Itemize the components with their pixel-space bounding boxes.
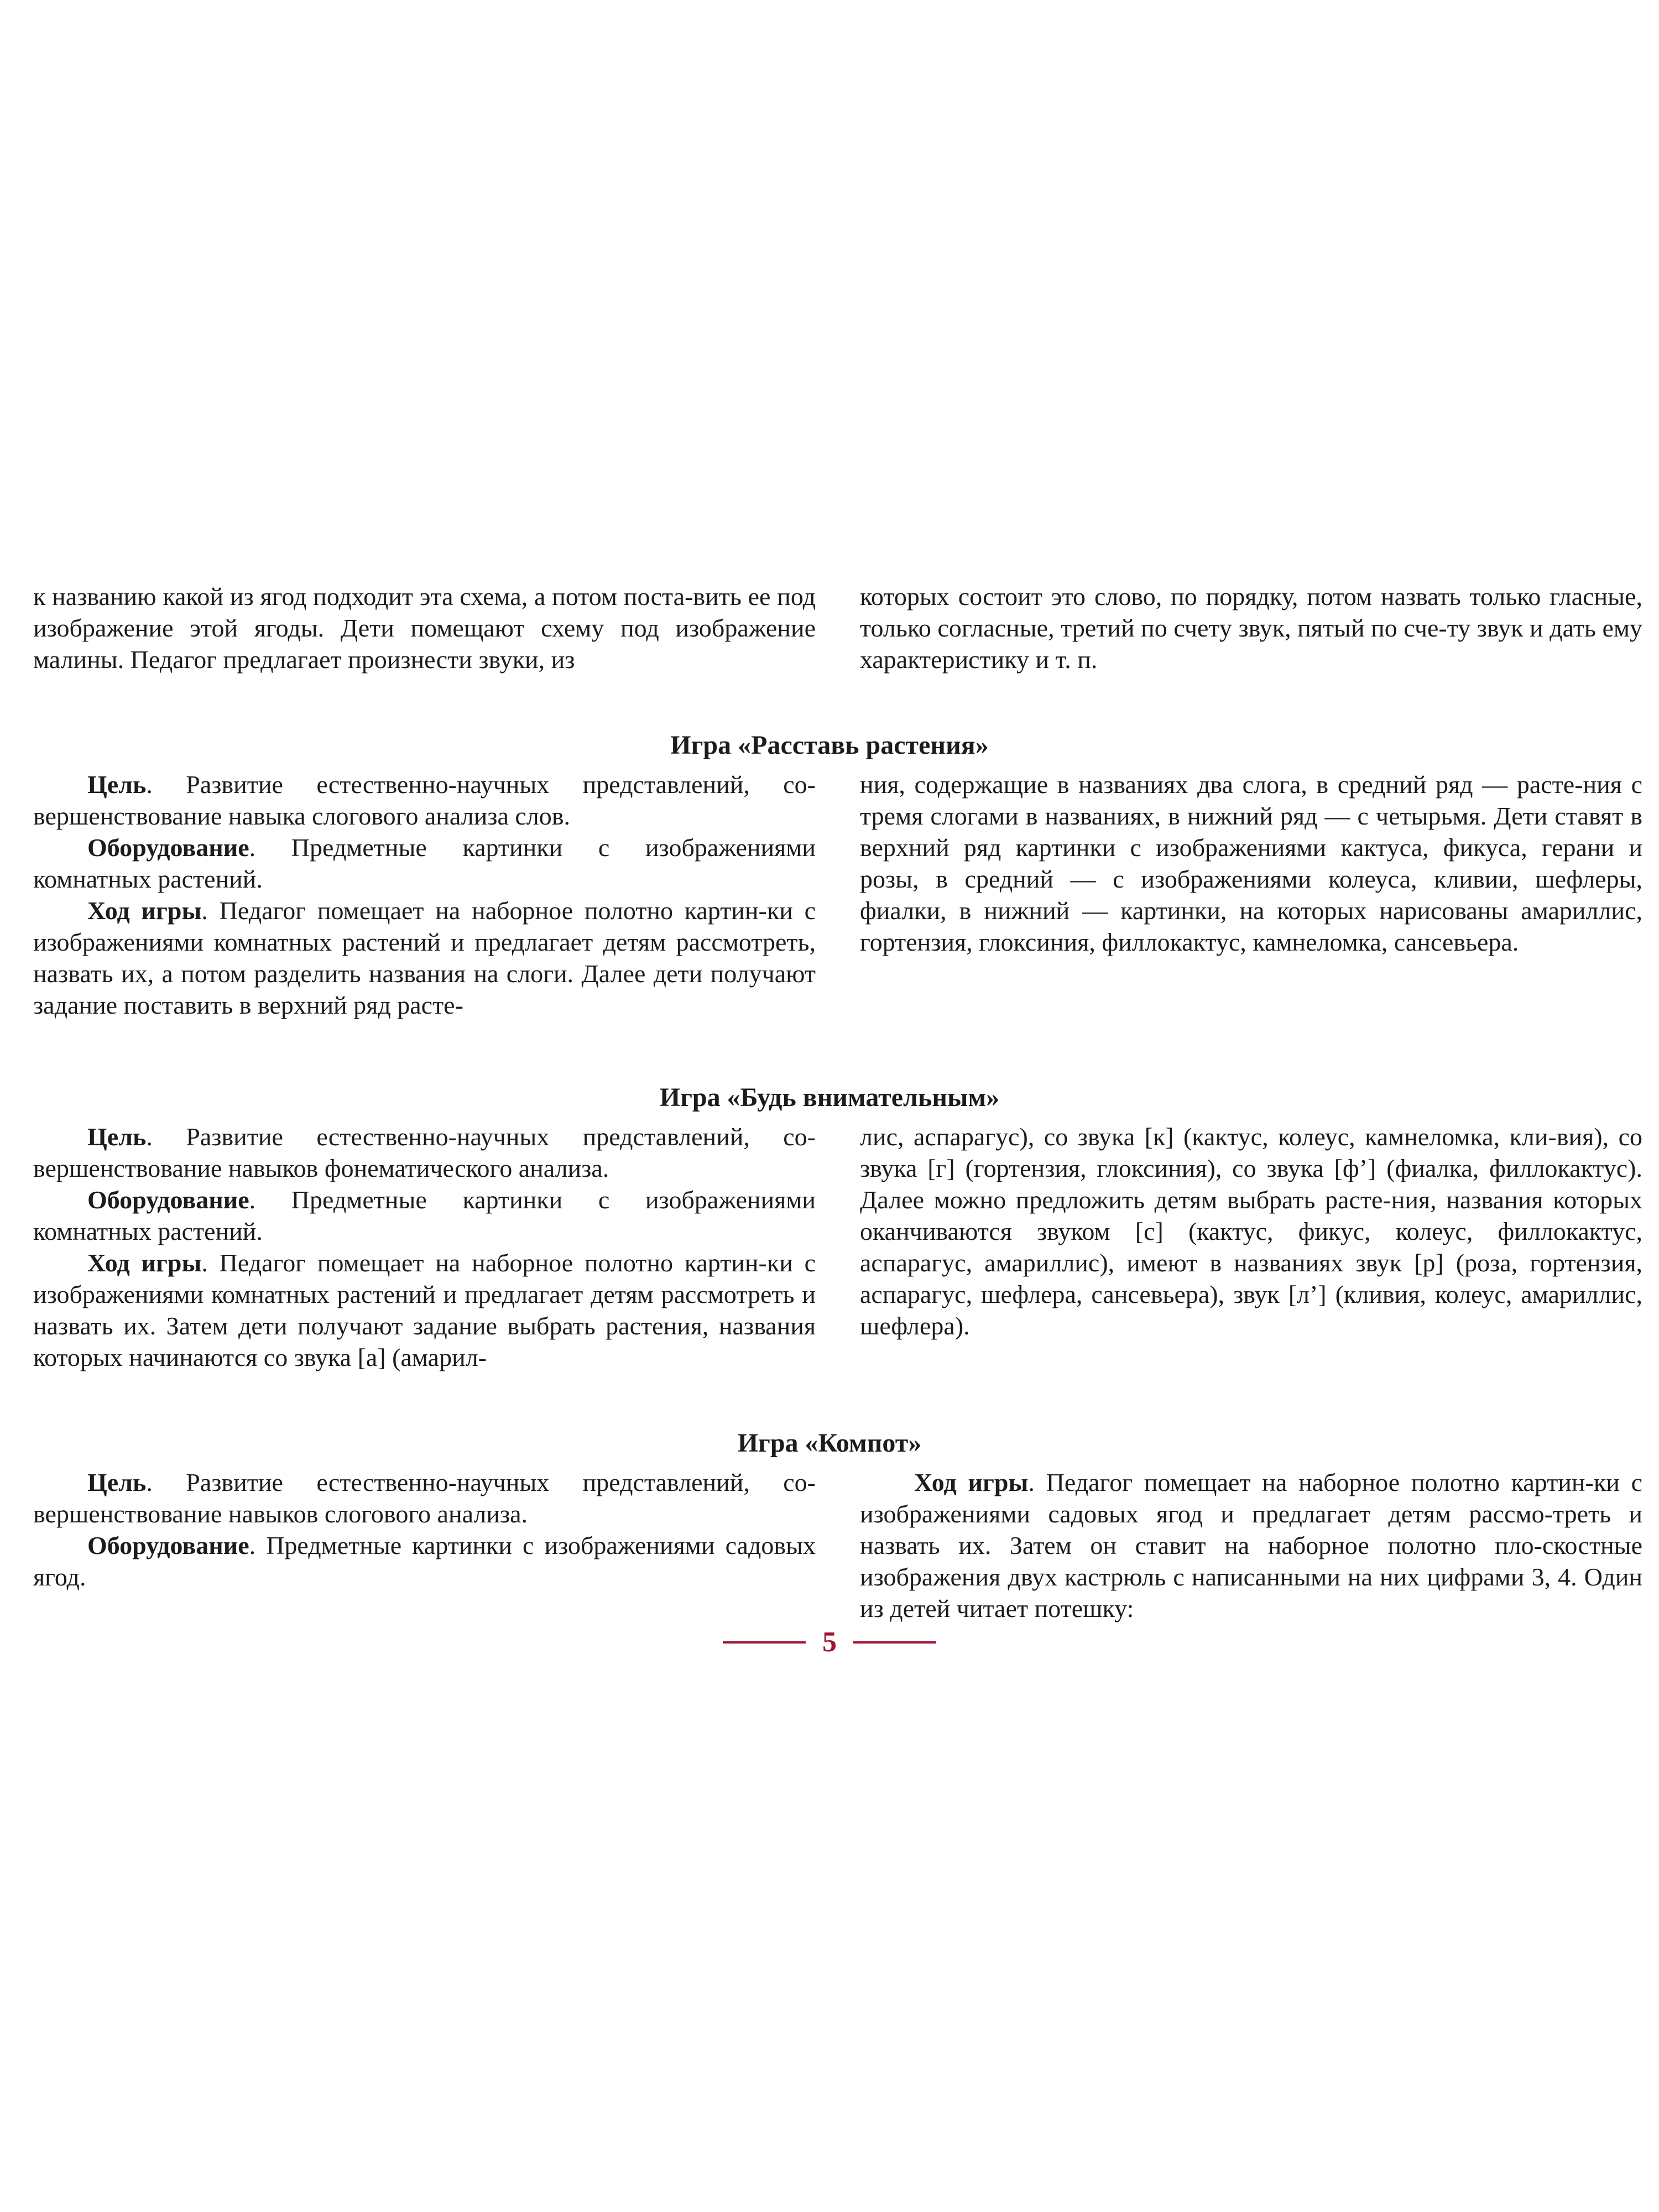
- course-paragraph: [860, 1467, 1642, 1624]
- goal-paragraph: [33, 1467, 816, 1530]
- page-number-footer: [0, 1626, 1659, 1665]
- equipment-paragraph: [33, 1530, 816, 1593]
- page-number-right-rule: [853, 1641, 936, 1644]
- section-title-be-attentive: Игра «Будь внимательным»: [659, 1083, 1000, 1112]
- intro-left-column: [33, 581, 816, 675]
- course-label: Ход игры: [87, 896, 202, 925]
- equipment-text: . Предметные картинки с изображениями садовых ягод.: [33, 1531, 816, 1591]
- course-paragraph: [33, 1247, 816, 1373]
- section-right-column: [860, 1467, 1642, 1624]
- section-right-column: [860, 1121, 1642, 1342]
- intro-right-paragraph: которых состоит это слово, по порядку, потом назвать только гласные, только согласные, третий по счету звук, пятый по сче-ту звук и дать ему характеристику и т. п.: [860, 582, 1642, 674]
- page-number-left-rule: [723, 1641, 806, 1644]
- section-left-column: [33, 1121, 816, 1373]
- section-right-column: [860, 769, 1642, 958]
- equipment-paragraph: [33, 1184, 816, 1247]
- course-paragraph: [33, 895, 816, 1021]
- intro-left-paragraph: к названию какой из ягод подходит эта схема, а потом поста-вить ее под изображение этой ягоды. Дети помещают схему под изображение малины. Педагог предлагает произнести звуки, из: [33, 582, 816, 674]
- equipment-paragraph: [33, 832, 816, 895]
- section-left-column: [33, 1467, 816, 1593]
- equipment-text: . Предметные картинки с изображениями комнатных растений.: [33, 833, 816, 893]
- goal-label: Цель: [87, 770, 147, 799]
- goal-label: Цель: [87, 1468, 147, 1496]
- continuation-paragraph: лис, аспарагус), со звука [к] (кактус, колеус, камнеломка, кли-вия), со звука [г] (гортензия, глоксиния), со звука [ф’] (фиалка, филлокактус). Далее можно предложить детям выбрать расте-ния, названия которых оканчиваются звуком [с] (кактус, фикус, колеус, филлокактус, аспарагус, амариллис), имеют в названиях звук [р] (роза, гортензия, аспарагус, шефлера, сансевьера), звук [л’] (кливия, колеус, амариллис, шефлера).: [860, 1123, 1642, 1340]
- goal-text: . Развитие естественно-научных представлений, со-вершенствование навыка слогового анализа слов.: [33, 770, 816, 830]
- goal-label: Цель: [87, 1123, 147, 1151]
- equipment-label: Оборудование: [87, 1531, 249, 1559]
- course-text: . Педагог помещает на наборное полотно картин-ки с изображениями садовых ягод и предлагает детям рассмо-треть и назвать их. Затем он ставит на наборное полотно пло-скостные изображения двух кастрюль с написанными на них цифрами 3, 4. Один из детей читает потешку:: [860, 1468, 1643, 1623]
- goal-text: . Развитие естественно-научных представлений, со-вершенствование навыков фонематического анализа.: [33, 1123, 816, 1182]
- goal-paragraph: [33, 769, 816, 832]
- page-number: 5: [822, 1626, 837, 1658]
- course-text: . Педагог помещает на наборное полотно картин-ки с изображениями комнатных растений и предлагает детям рассмотреть и назвать их. Затем дети получают задание выбрать растения, названия которых начинаются со звука [а] (амарил-: [33, 1249, 816, 1371]
- course-text: . Педагог помещает на наборное полотно картин-ки с изображениями комнатных растений и предлагает детям рассмотреть, назвать их, а потом разделить названия на слоги. Далее дети получают задание поставить в верхний ряд расте-: [33, 896, 816, 1019]
- section-title-arrange-plants: Игра «Расставь растения»: [670, 731, 989, 760]
- course-label: Ход игры: [87, 1249, 202, 1277]
- section-left-column: [33, 769, 816, 1021]
- course-label: Ход игры: [914, 1468, 1029, 1496]
- goal-text: . Развитие естественно-научных представлений, со-вершенствование навыков слогового анализа.: [33, 1468, 816, 1528]
- equipment-label: Оборудование: [87, 833, 249, 862]
- equipment-text: . Предметные картинки с изображениями комнатных растений.: [33, 1186, 816, 1245]
- equipment-label: Оборудование: [87, 1186, 249, 1214]
- goal-paragraph: [33, 1121, 816, 1184]
- intro-right-column: [860, 581, 1642, 675]
- section-title-compote: Игра «Компот»: [737, 1428, 922, 1458]
- continuation-paragraph: ния, содержащие в названиях два слога, в средний ряд — расте-ния с тремя слогами в названиях, в нижний ряд — с четырьмя. Дети ставят в верхний ряд картинки с изображениями кактуса, фикуса, герани и розы, в средний — с изображениями колеуса, кливии, шефлеры, фиалки, в нижний — картинки, на которых нарисованы амариллис, гортензия, глоксиния, филлокактус, камнеломка, сансевьера.: [860, 770, 1642, 956]
